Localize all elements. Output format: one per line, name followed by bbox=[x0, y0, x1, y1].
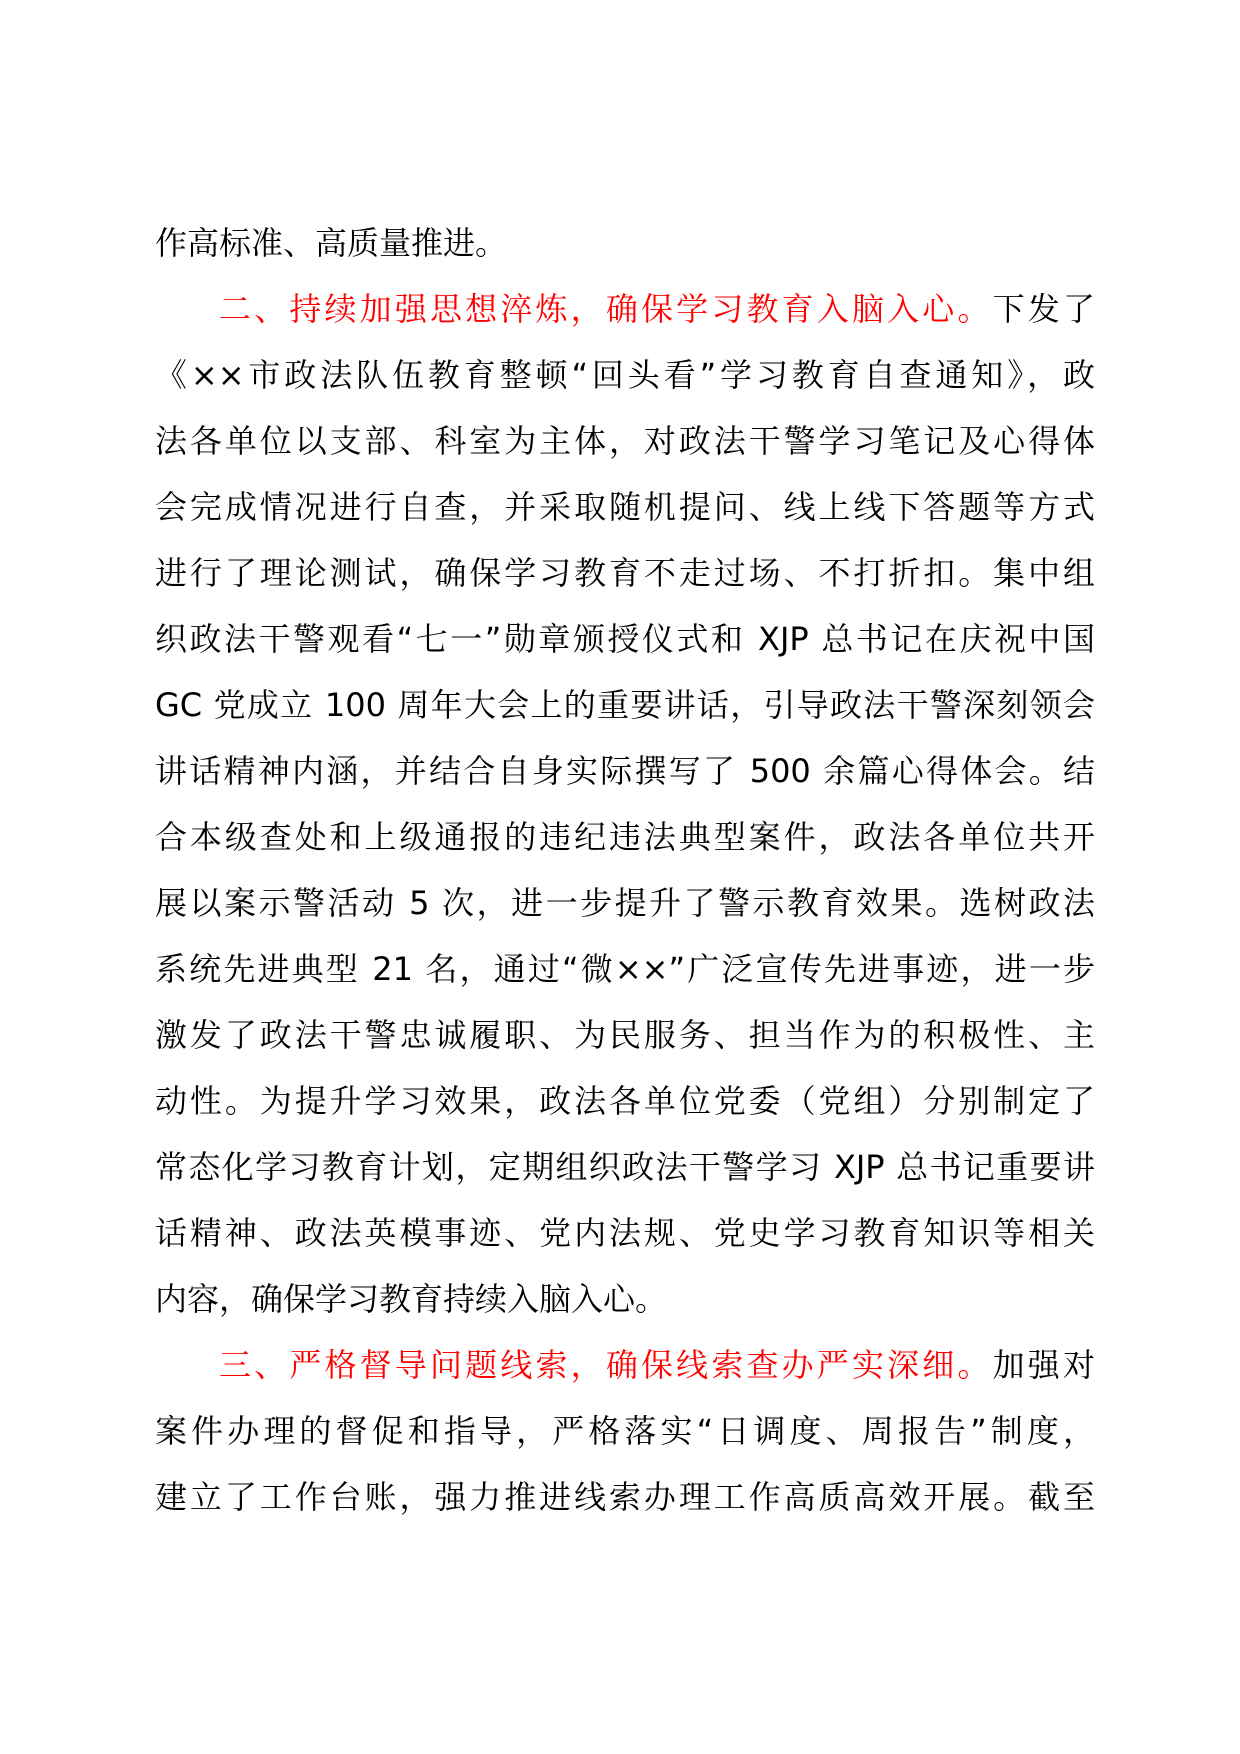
paragraph-line: 讲话精神内涵，并结合自身实际撰写了 500 余篇心得体会。结 bbox=[155, 752, 1095, 790]
paragraph-line: 法各单位以支部、科室为主体，对政法干警学习笔记及心得体 bbox=[155, 422, 1095, 460]
section-2-first-line bbox=[155, 276, 1095, 342]
paragraph-line: 动性。为提升学习效果，政法各单位党委（党组）分别制定了 bbox=[155, 1082, 1095, 1120]
paragraph-line: 常态化学习教育计划，定期组织政法干警学习 XJP 总书记重要讲 bbox=[155, 1148, 1095, 1186]
paragraph-line: 作高标准、高质量推进。 bbox=[155, 224, 508, 262]
section-2-lead-text: 下发了 bbox=[992, 290, 1095, 328]
paragraph-line: 话精神、政法英模事迹、党内法规、党史学习教育知识等相关 bbox=[155, 1214, 1095, 1252]
paragraph-line: GC 党成立 100 周年大会上的重要讲话，引导政法干警深刻领会 bbox=[155, 686, 1095, 724]
section-3-first-line bbox=[155, 1332, 1095, 1398]
section-3-heading: 三、严格督导问题线索，确保线索查办严实深细。 bbox=[219, 1346, 993, 1384]
paragraph-line: 系统先进典型 21 名，通过“微××”广泛宣传先进事迹，进一步 bbox=[155, 950, 1095, 988]
paragraph-line: 织政法干警观看“七一”勋章颁授仪式和 XJP 总书记在庆祝中国 bbox=[155, 620, 1095, 658]
paragraph-line: 《××市政法队伍教育整顿“回头看”学习教育自查通知》，政 bbox=[155, 356, 1095, 394]
paragraph-line: 激发了政法干警忠诚履职、为民服务、担当作为的积极性、主 bbox=[155, 1016, 1095, 1054]
document-body bbox=[155, 210, 1095, 1530]
paragraph-line: 展以案示警活动 5 次，进一步提升了警示教育效果。选树政法 bbox=[155, 884, 1095, 922]
paragraph-line: 进行了理论测试，确保学习教育不走过场、不打折扣。集中组 bbox=[155, 554, 1095, 592]
paragraph-line: 案件办理的督促和指导，严格落实“日调度、周报告”制度， bbox=[155, 1412, 1095, 1450]
section-3-lead-text: 加强对 bbox=[992, 1346, 1095, 1384]
section-2-heading: 二、持续加强思想淬炼，确保学习教育入脑入心。 bbox=[219, 290, 993, 328]
paragraph-line: 合本级查处和上级通报的违纪违法典型案件，政法各单位共开 bbox=[155, 818, 1095, 856]
paragraph-line: 建立了工作台账，强力推进线索办理工作高质高效开展。截至 bbox=[155, 1478, 1095, 1516]
paragraph-line: 会完成情况进行自查，并采取随机提问、线上线下答题等方式 bbox=[155, 488, 1095, 526]
paragraph-line: 内容，确保学习教育持续入脑入心。 bbox=[155, 1280, 668, 1318]
